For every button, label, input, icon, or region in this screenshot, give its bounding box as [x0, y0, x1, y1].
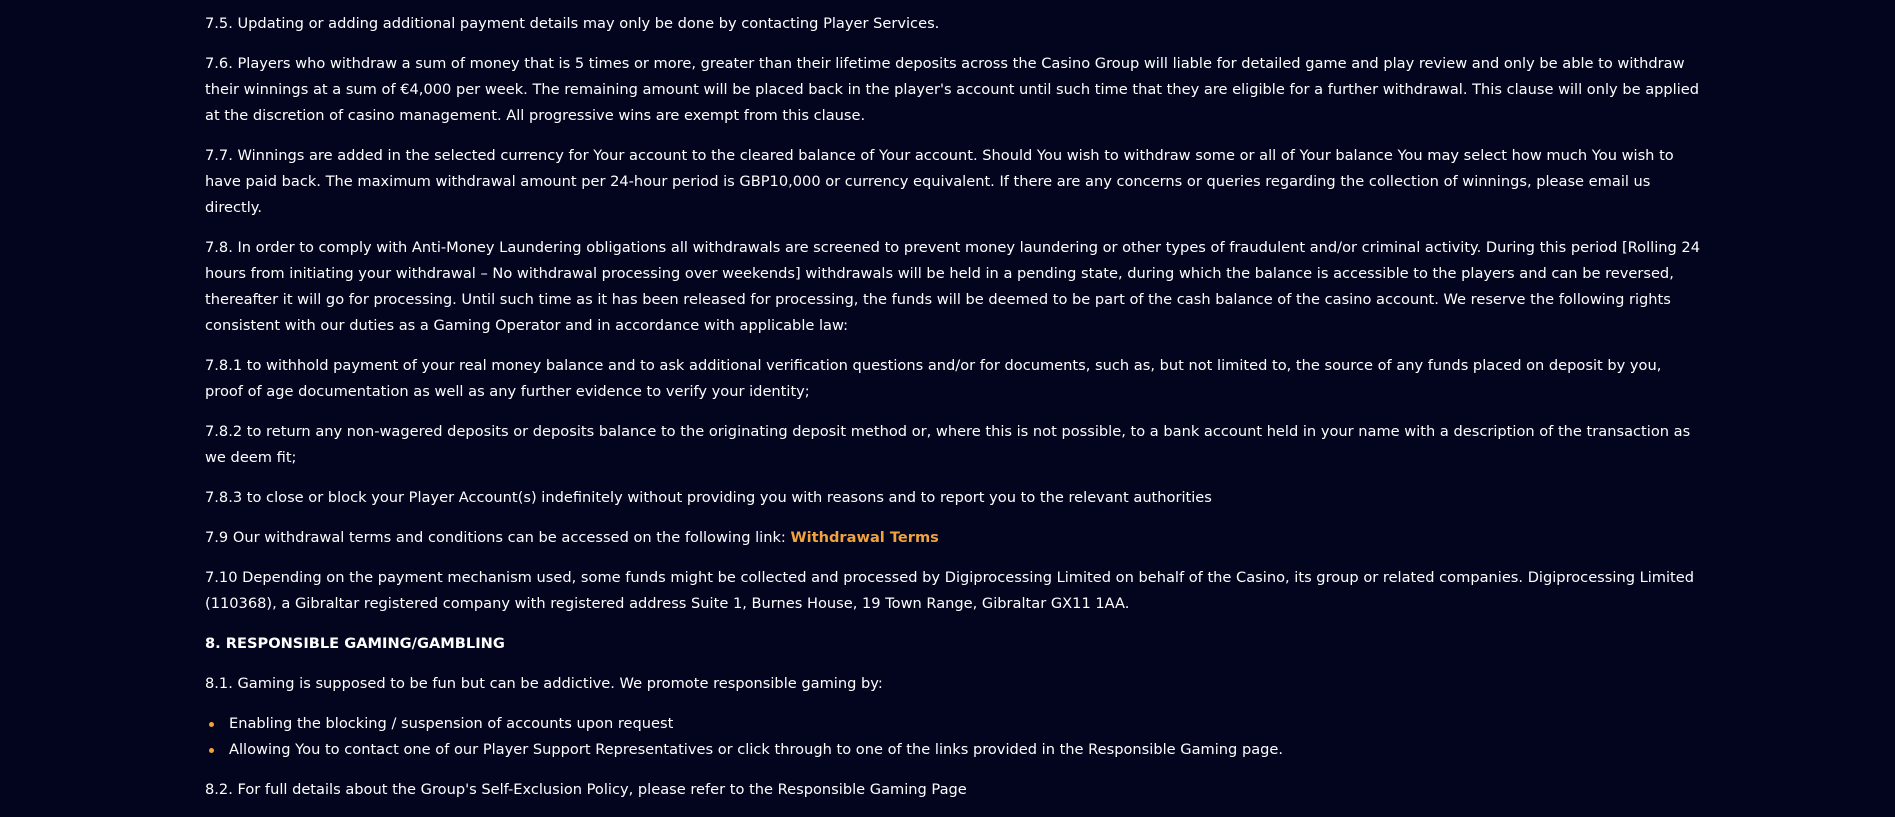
paragraph-7-8-1: 7.8.1 to withhold payment of your real money balance and to ask additional verification questions and/or for documents, such as, but not limited to, the source of any funds placed on deposit by you, proof of age documentation as well as any further evidence to verify your identity;: [205, 357, 1662, 400]
list-item: [229, 737, 1700, 763]
paragraph-7-10: 7.10 Depending on the payment mechanism used, some funds might be collected and processed by Digiprocessing Limited on behalf of the Casino, its group or related companies. Digiprocessing Limited (110368), a Gibraltar registered company with registered address Suite 1, Burnes House, 19 Town Range, Gibraltar GX11 1AA.: [205, 569, 1695, 612]
bullet-icon: [209, 748, 214, 753]
list-item-text: Enabling the blocking / suspension of accounts upon request: [229, 715, 674, 732]
paragraph-7-6: 7.6. Players who withdraw a sum of money that is 5 times or more, greater than their lifetime deposits across the Casino Group will liable for detailed game and play review and only be able to withdraw their winnings at a sum of €4,000 per week. The remaining amount will be placed back in the player's account until such time that they are eligible for a further withdrawal. This clause will only be applied at the discretion of casino management. All progressive wins are exempt from this clause.: [205, 55, 1700, 124]
section-8-heading: 8. RESPONSIBLE GAMING/GAMBLING: [205, 635, 505, 652]
paragraph-7-8-2: 7.8.2 to return any non-wagered deposits or deposits balance to the originating deposit method or, where this is not possible, to a bank account held in your name with a description of the transaction as we deem fit;: [205, 423, 1691, 466]
paragraph-7-8: 7.8. In order to comply with Anti-Money Laundering obligations all withdrawals are screened to prevent money laundering or other types of fraudulent and/or criminal activity. During this period [Rolling 24 hours from initiating your withdrawal – No withdrawal processing over weekends] withdrawals will be held in a pending state, during which the balance is accessible to the players and can be reversed, thereafter it will go for processing. Until such time as it has been released for processing, the funds will be deemed to be part of the cash balance of the casino account. We reserve the following rights consistent with our duties as a Gaming Operator and in accordance with applicable law:: [205, 239, 1700, 334]
paragraph-8-2: 8.2. For full details about the Group's Self-Exclusion Policy, please refer to the Responsible Gaming Page: [205, 781, 967, 798]
paragraph-7-5: 7.5. Updating or adding additional payment details may only be done by contacting Player Services.: [205, 15, 940, 32]
paragraph-8-1: 8.1. Gaming is supposed to be fun but can be addictive. We promote responsible gaming by:: [205, 675, 883, 692]
list-item: [229, 711, 1700, 737]
terms-content: [205, 11, 1700, 817]
paragraph-7-9-text: 7.9 Our withdrawal terms and conditions can be accessed on the following link:: [205, 529, 791, 546]
list-item-text: Allowing You to contact one of our Player Support Representatives or click through to one of the links provided in the Responsible Gaming page.: [229, 741, 1284, 758]
bullet-icon: [209, 722, 214, 727]
paragraph-7-8-3: 7.8.3 to close or block your Player Account(s) indefinitely without providing you with reasons and to report you to the relevant authorities: [205, 489, 1212, 506]
responsible-gaming-list: [205, 711, 1700, 763]
paragraph-7-7: 7.7. Winnings are added in the selected currency for Your account to the cleared balance of Your account. Should You wish to withdraw some or all of Your balance You may select how much You wish to have paid back. The maximum withdrawal amount per 24-hour period is GBP10,000 or currency equivalent. If there are any concerns or queries regarding the collection of winnings, please email us directly.: [205, 147, 1674, 216]
paragraph-7-9: [205, 525, 1700, 551]
withdrawal-terms-link[interactable]: Withdrawal Terms: [790, 529, 939, 546]
